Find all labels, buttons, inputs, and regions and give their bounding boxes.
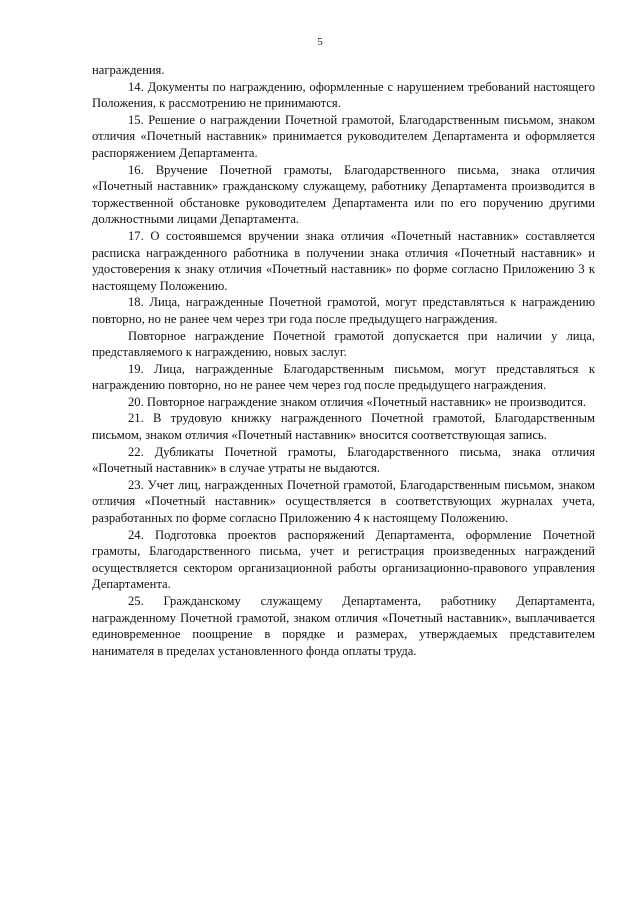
paragraph-item-14: 14. Документы по награждению, оформленные с нарушением требований настоящего Положения, к рассмотрению не принимаются. [92,79,595,111]
paragraph-item-17: 17. О состоявшемся вручении знака отличия «Почетный наставник» составляется расписка награжденного работника в получении знака отличия «Почетный наставник» и удостоверения к знаку отличия «Почетный наставник» по форме согласно Приложению 3 к настоящему Положению. [92,228,595,293]
paragraph-item-18-repeat: Повторное награждение Почетной грамотой допускается при наличии у лица, представляемого к награждению, новых заслуг. [92,328,595,360]
paragraph-item-16: 16. Вручение Почетной грамоты, Благодарственного письма, знака отличия «Почетный наставник» гражданскому служащему, работнику Департамента производится в торжественной обстановке руководителем Департамента или по его поручению другими должностными лицами Департамента. [92,162,595,227]
paragraph-continuation: награждения. [92,63,165,77]
page-number: 5 [317,36,323,48]
paragraph-item-24: 24. Подготовка проектов распоряжений Департамента, оформление Почетной грамоты, Благодарственного письма, учет и регистрация произведенных награждений осуществляется сектором организационной работы организационно-правового управления Департамента. [92,527,595,592]
paragraph-item-25: 25. Гражданскому служащему Департамента, работнику Департамента, награжденному Почетной грамотой, знаком отличия «Почетный наставник», выплачивается единовременное поощрение в порядке и размерах, утверждаемых представителем нанимателя в пределах установленного фонда оплаты труда. [92,594,595,658]
paragraph-item-19: 19. Лица, награжденные Благодарственным письмом, могут представляться к награждению повторно, но не ранее чем через год после предыдущего награждения. [92,361,595,393]
paragraph-item-15: 15. Решение о награждении Почетной грамотой, Благодарственным письмом, знаком отличия «Почетный наставник» принимается руководителем Департамента и оформляется распоряжением Департамента. [92,112,595,160]
paragraph-item-22: 22. Дубликаты Почетной грамоты, Благодарственного письма, знака отличия «Почетный наставник» в случае утраты не выдаются. [92,444,595,476]
paragraph-item-23: 23. Учет лиц, награжденных Почетной грамотой, Благодарственным письмом, знаком отличия «Почетный наставник» осуществляется в соответствующих журналах учета, разработанных по форме согласно Приложению 4 к настоящему Положению. [92,477,595,526]
paragraph-item-18: 18. Лица, награжденные Почетной грамотой, могут представляться к награждению повторно, но не ранее чем через три года после предыдущего награждения. [92,295,595,326]
paragraph-item-21: 21. В трудовую книжку награжденного Почетной грамотой, Благодарственным письмом, знаком отличия «Почетный наставник» вносится соответствующая запись. [92,411,595,443]
paragraph-item-20: 20. Повторное награждение знаком отличия «Почетный наставник» не производится. [128,394,587,409]
document-body [92,62,595,659]
